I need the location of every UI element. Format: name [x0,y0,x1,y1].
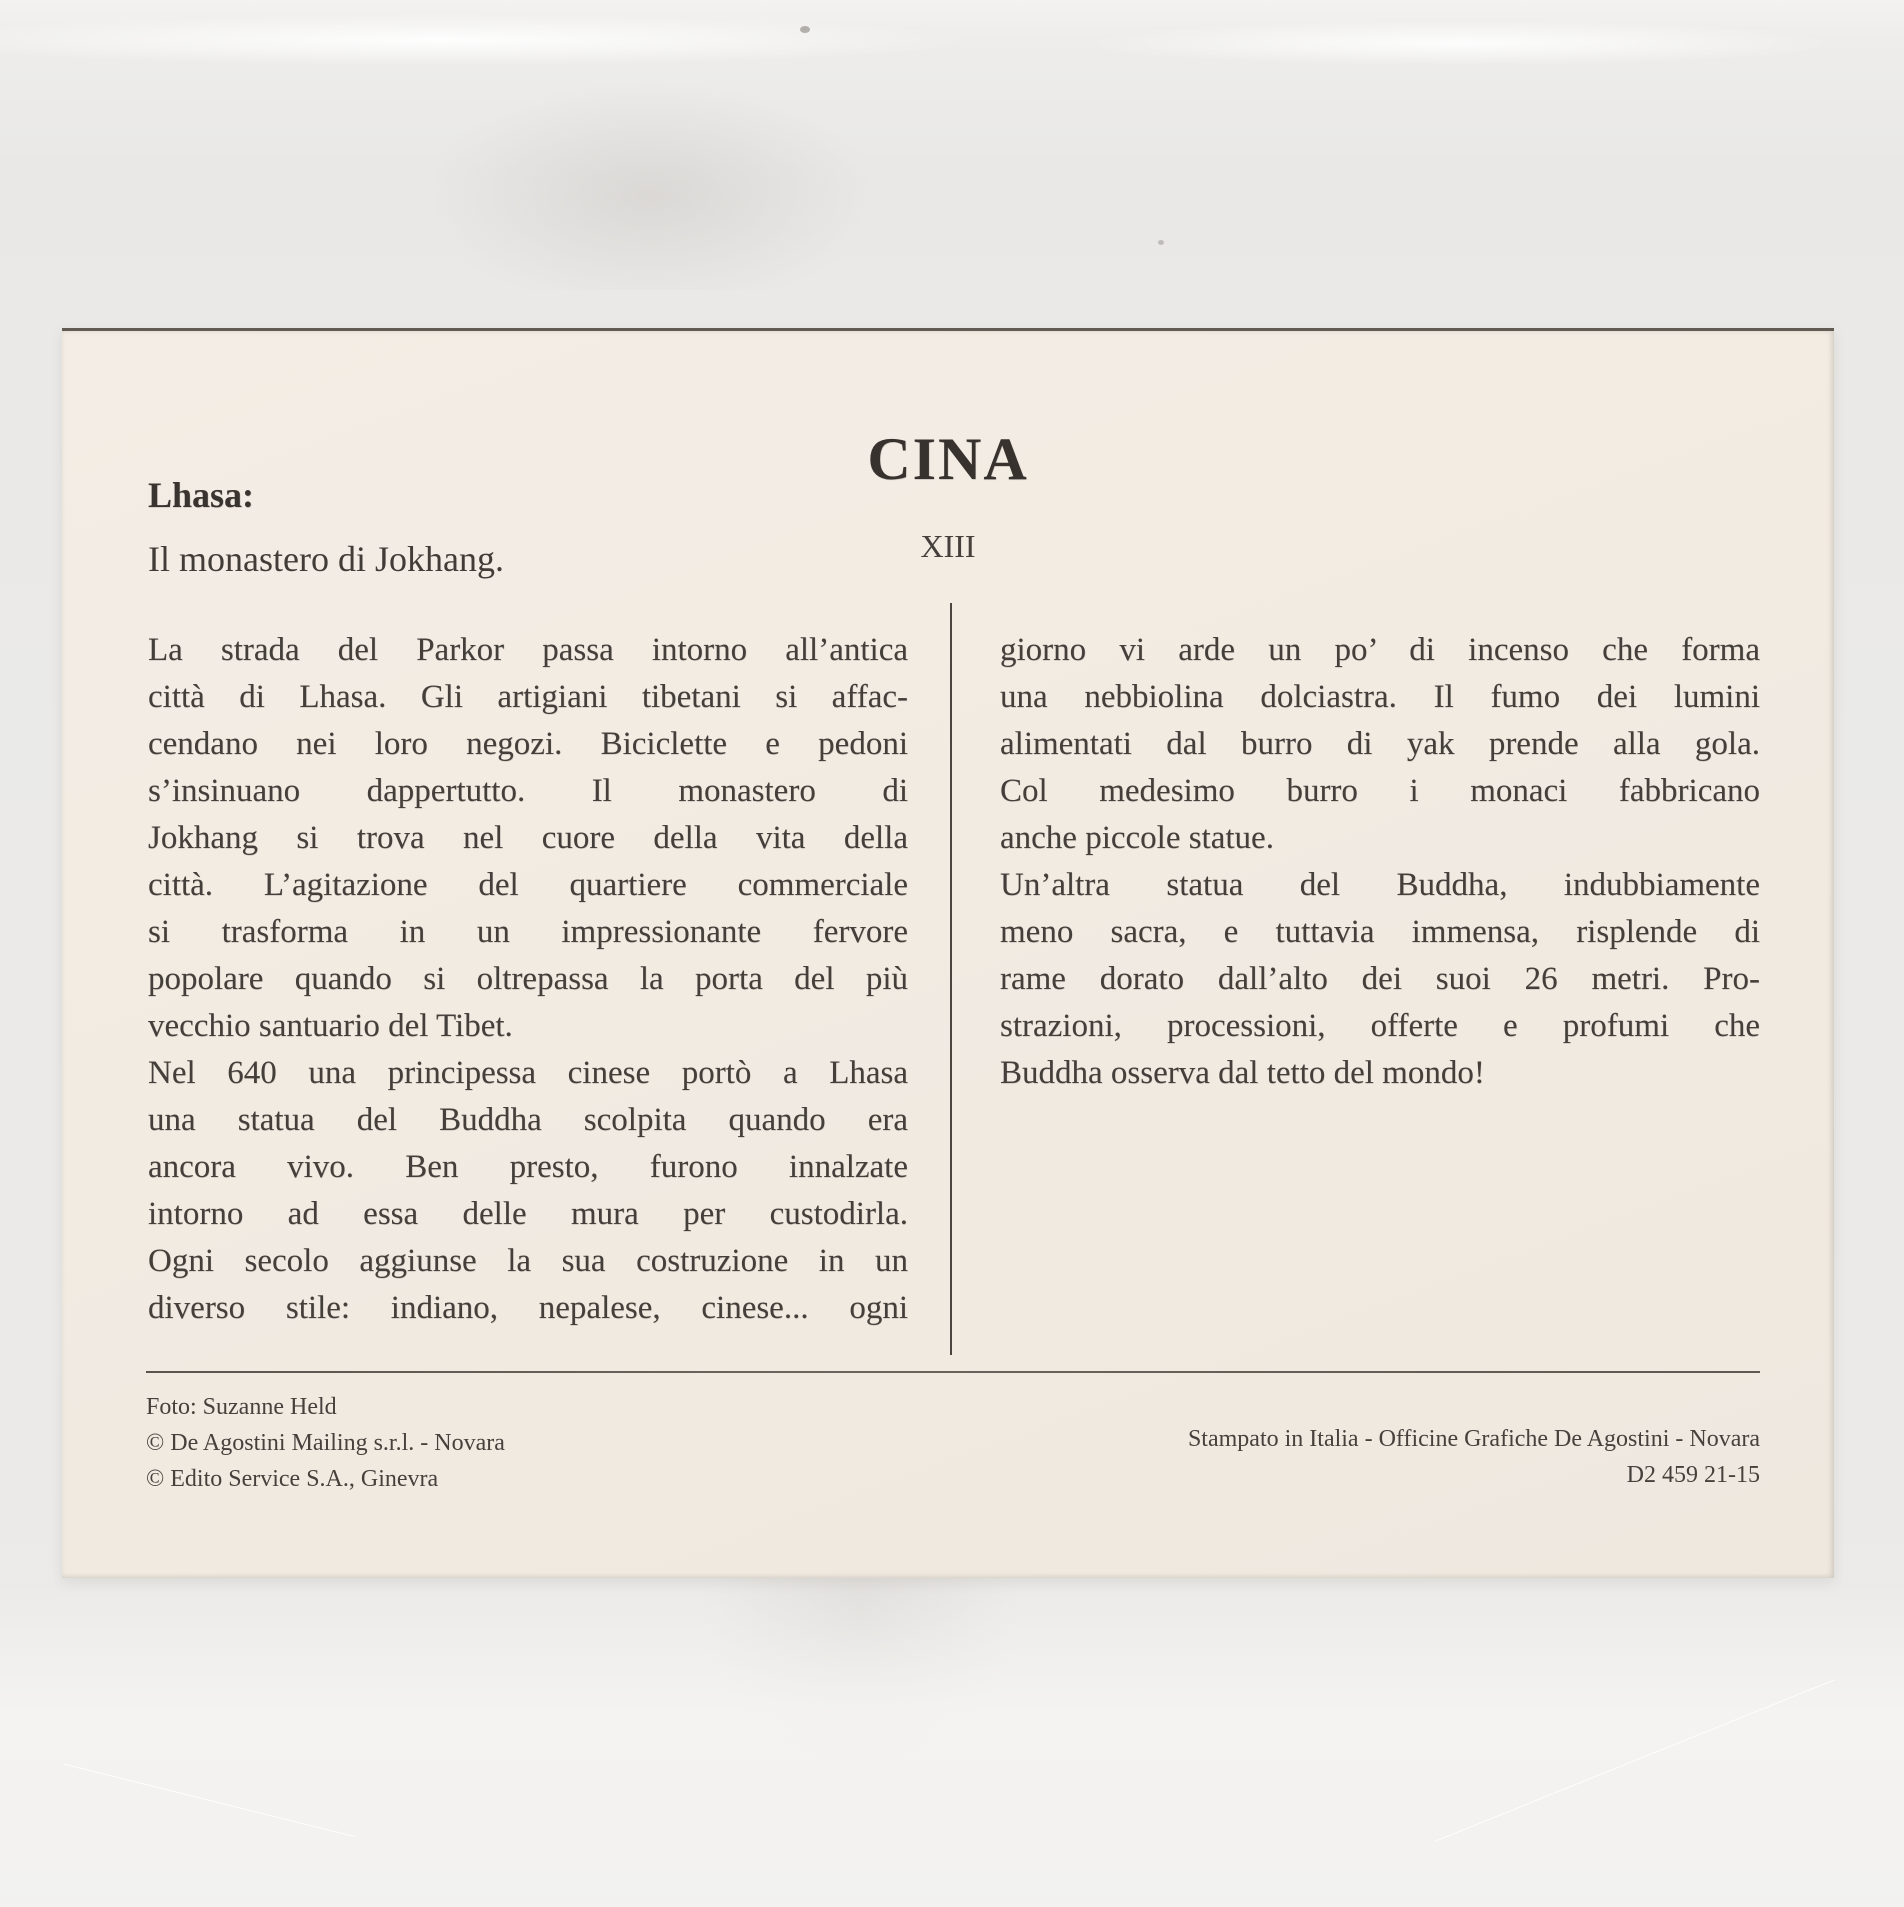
postcard-back [62,328,1834,1578]
text-column-right [1000,627,1760,1097]
scan-artifact-streak [0,14,980,66]
text-line: rame dorato dall’alto dei suoi 26 metri. Pro- [1000,961,1760,997]
text-line: anche piccole statue. [1000,820,1274,856]
caption-location: Lhasa: [148,475,255,515]
text-line: s’insinuano dappertutto. Il monastero di [148,773,908,809]
photo-credit: Foto: Suzanne Held [146,1394,337,1420]
scan-artifact-scratch [64,1764,355,1838]
caption-subtitle: Il monastero di Jokhang. [148,539,504,579]
catalog-number: D2 459 21-15 [1626,1462,1760,1488]
text-line: Un’altra statua del Buddha, indubbiamente [1000,867,1760,903]
card-series-numeral: XIII [920,528,976,564]
text-line: intorno ad essa delle mura per custodirla. [148,1196,908,1232]
text-line: Buddha osserva dal tetto del mondo! [1000,1055,1485,1091]
scan-artifact-light-band [0,1585,1904,1907]
footer-credits-left [146,1389,505,1497]
text-line: meno sacra, e tuttavia immensa, risplende di [1000,914,1760,950]
text-line: Col medesimo burro i monaci fabbricano [1000,773,1760,809]
text-line: alimentati dal burro di yak prende alla gola. [1000,726,1760,762]
print-credit: Stampato in Italia - Officine Grafiche De Agostini - Novara [1187,1426,1760,1452]
scan-artifact-streak [1080,20,1840,66]
column-divider-line [950,603,952,1355]
text-line: diverso stile: indiano, nepalese, cinese... ogni [148,1290,908,1326]
text-line: si trasforma in un impressionante fervore [148,914,908,950]
text-line: vecchio santuario del Tibet. [148,1008,513,1044]
text-line: Jokhang si trova nel cuore della vita della [148,820,908,856]
text-line: popolare quando si oltrepassa la porta del più [148,961,908,997]
text-line: strazioni, processioni, offerte e profumi che [1000,1008,1760,1044]
text-line: una nebbiolina dolciastra. Il fumo dei lumini [1000,679,1760,715]
text-line: cendano nei loro negozi. Biciclette e pedoni [148,726,908,762]
scan-artifact-speck [800,26,810,33]
text-line: ancora vivo. Ben presto, furono innalzate [148,1149,908,1185]
text-line: città di Lhasa. Gli artigiani tibetani si affac- [148,679,908,715]
copyright-line: © De Agostini Mailing s.r.l. - Novara [146,1430,505,1456]
text-line: una statua del Buddha scolpita quando era [148,1102,908,1138]
text-line: città. L’agitazione del quartiere commerciale [148,867,908,903]
scan-artifact-smudge [420,80,880,290]
text-line: La strada del Parkor passa intorno all’antica [148,632,908,668]
copyright-line: © Edito Service S.A., Ginevra [146,1466,439,1492]
scan-artifact-smudge [700,1570,1020,1770]
text-line: Ogni secolo aggiunse la sua costruzione in un [148,1243,908,1279]
footer-credits-right [860,1421,1760,1493]
card-series-title: CINA [867,426,1029,492]
scan-artifact-scratch [1435,1679,1834,1841]
text-column-left [148,627,908,1332]
scan-artifact-speck [1158,240,1164,245]
footer-rule [146,1371,1760,1373]
text-line: Nel 640 una principessa cinese portò a Lhasa [148,1055,908,1091]
text-line: giorno vi arde un po’ di incenso che forma [1000,632,1760,668]
